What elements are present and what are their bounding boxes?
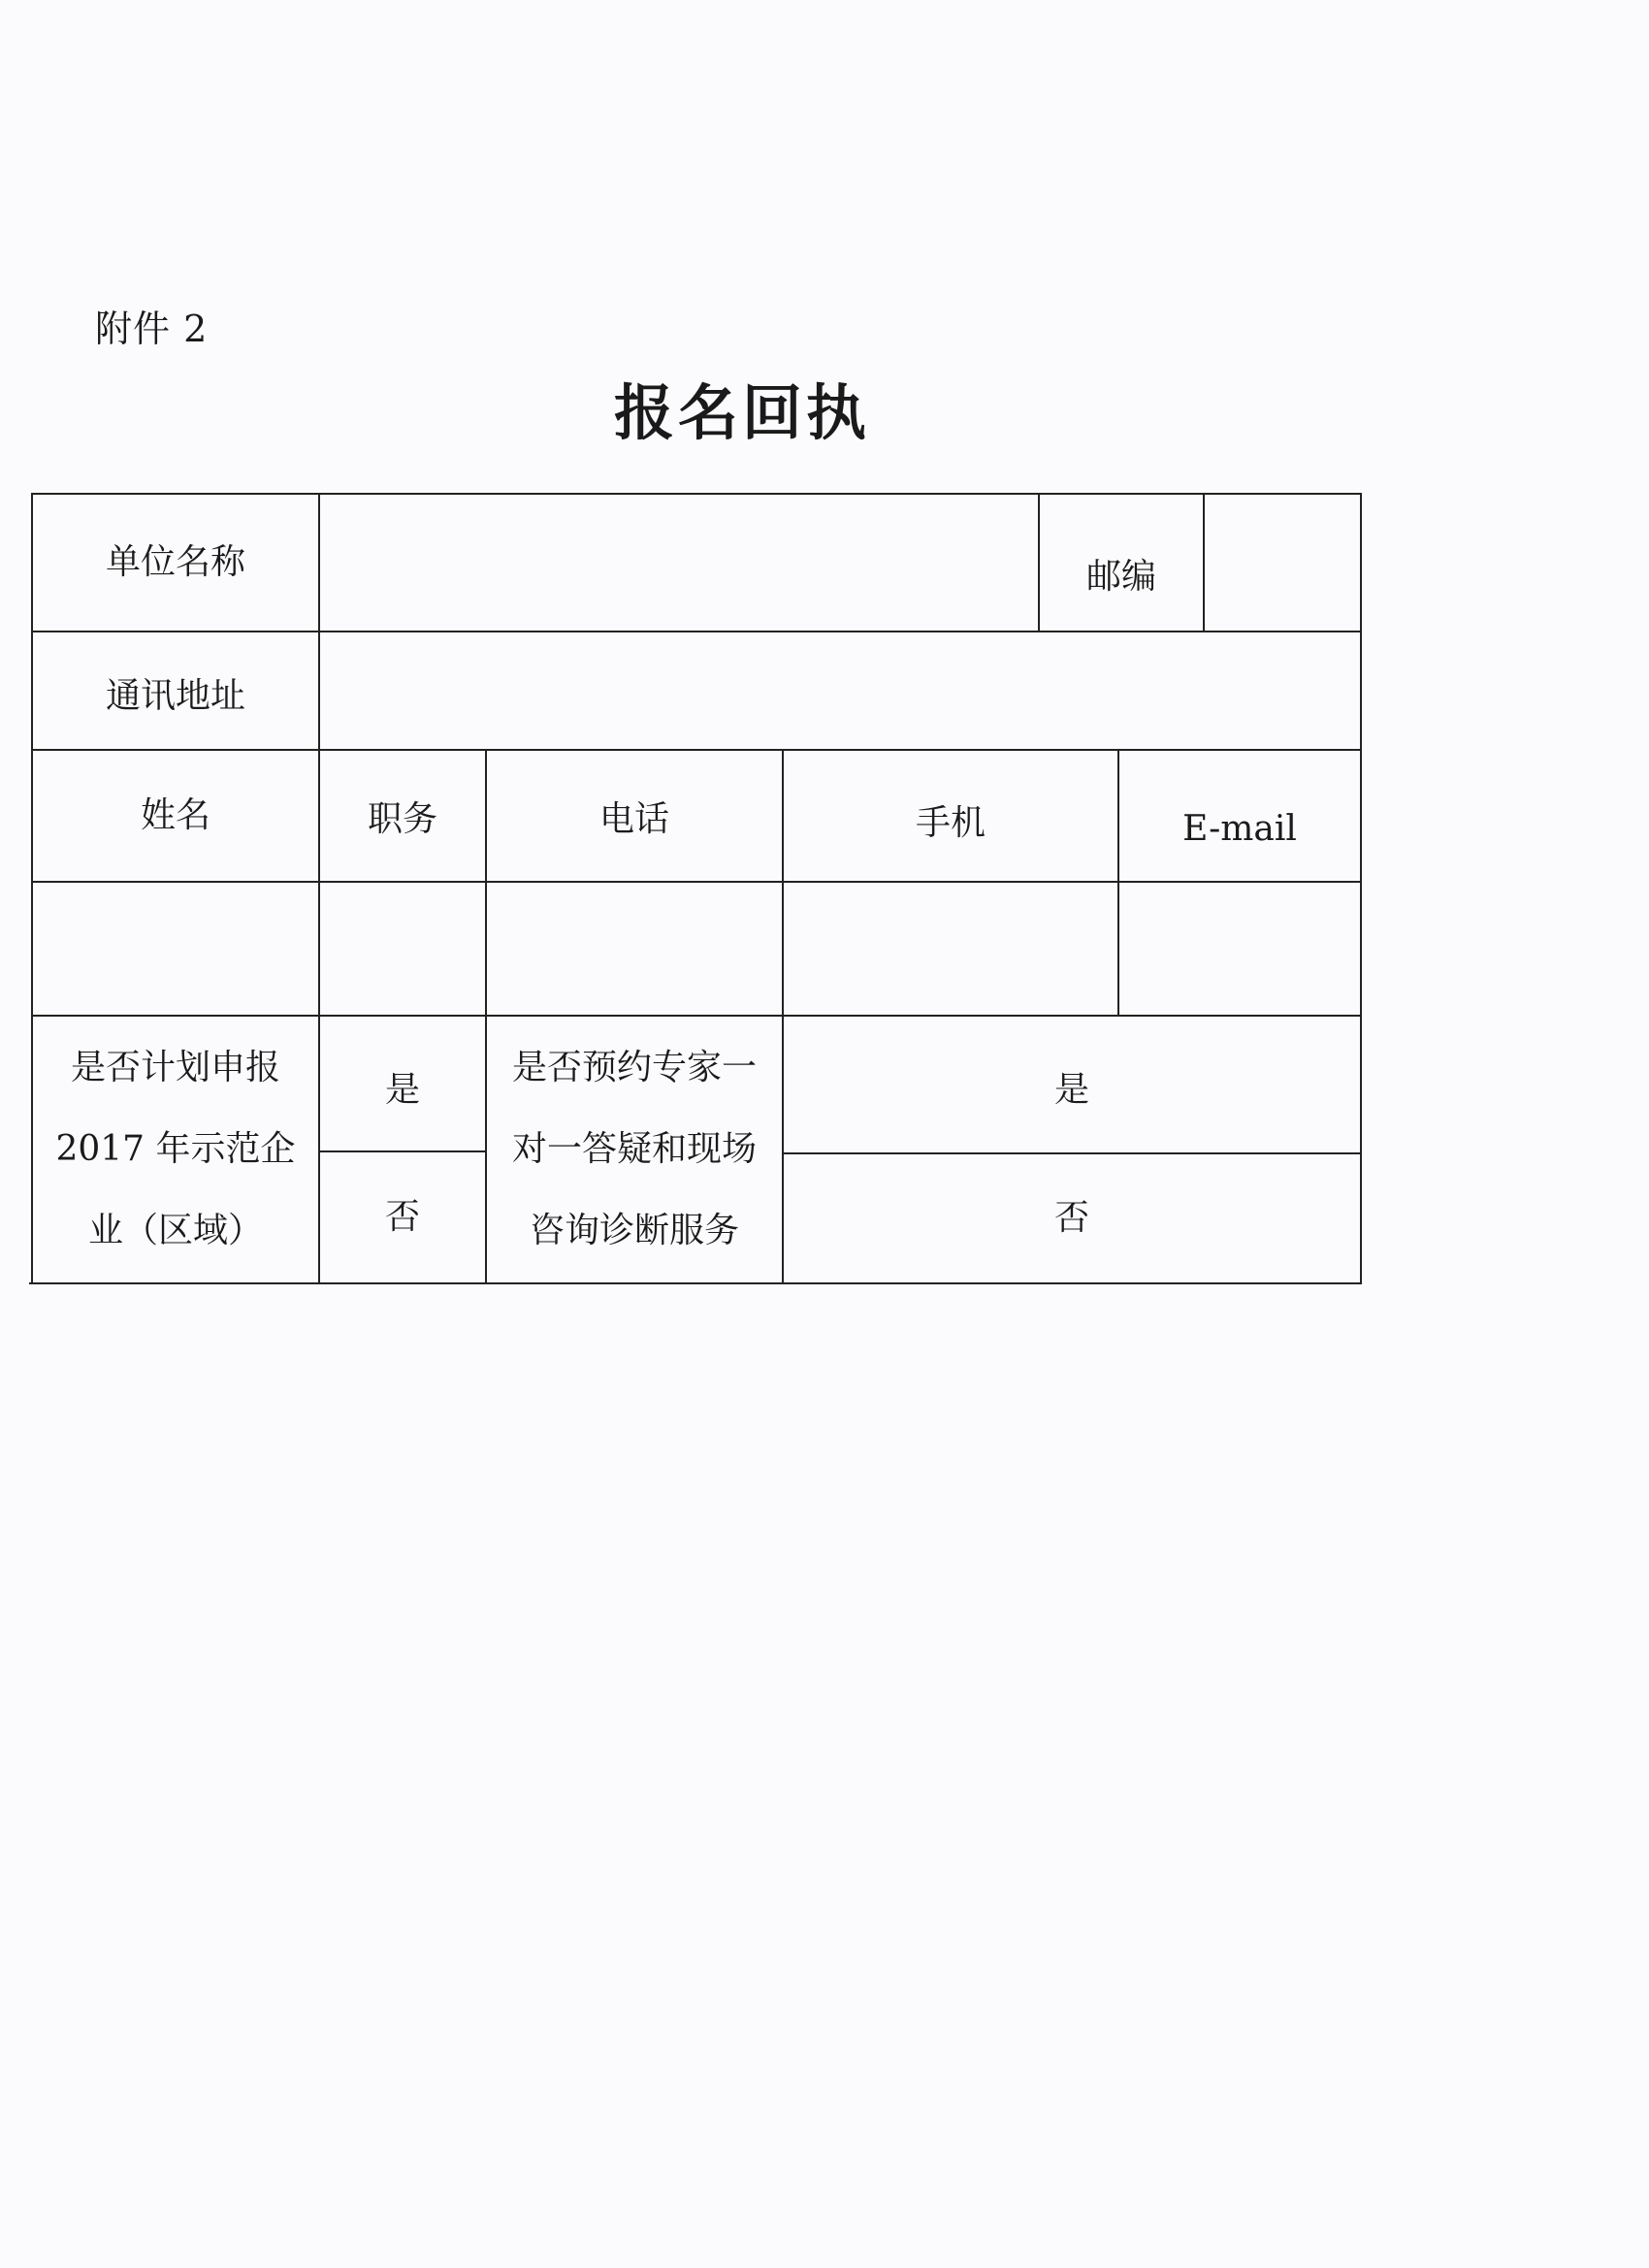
- address-field[interactable]: [320, 632, 1360, 749]
- demo-enterprise-question: [33, 1017, 318, 1282]
- unit-name-label: 单位名称: [105, 542, 245, 582]
- question-line: 业（区域）: [87, 1211, 263, 1250]
- question-line: 2017 年示范企: [55, 1129, 296, 1169]
- attachment-label: 附件 2: [95, 308, 209, 350]
- phone-field[interactable]: [487, 883, 782, 1015]
- mobile-header: 手机: [915, 803, 986, 843]
- name-field[interactable]: [33, 883, 318, 1015]
- form-title: 报名回执: [613, 377, 870, 448]
- table-border-right: [1360, 493, 1362, 1284]
- expert-consultation-question: [487, 1017, 782, 1282]
- question-line: 咨询诊断服务: [529, 1211, 739, 1250]
- unit-name-field[interactable]: [320, 495, 1038, 631]
- table-border-bottom: [29, 1282, 1362, 1284]
- email-field[interactable]: [1119, 883, 1360, 1015]
- postcode-label: 邮编: [1085, 557, 1156, 597]
- phone-header: 电话: [598, 799, 669, 839]
- demo-enterprise-no-option[interactable]: 否: [384, 1197, 420, 1237]
- demo-enterprise-yes-option[interactable]: 是: [384, 1070, 420, 1110]
- expert-consultation-yes-option[interactable]: 是: [1053, 1070, 1089, 1110]
- email-header: E-mail: [1182, 809, 1297, 849]
- position-header: 职务: [367, 799, 437, 839]
- address-label: 通讯地址: [105, 676, 245, 716]
- expert-consultation-no-option[interactable]: 否: [1053, 1198, 1089, 1238]
- question-line: 对一答疑和现场: [511, 1129, 757, 1169]
- position-field[interactable]: [320, 883, 485, 1015]
- mobile-field[interactable]: [784, 883, 1117, 1015]
- name-header: 姓名: [140, 795, 210, 835]
- question-line: 是否计划申报: [70, 1048, 280, 1087]
- question-line: 是否预约专家一: [511, 1048, 757, 1087]
- postcode-field[interactable]: [1205, 495, 1360, 631]
